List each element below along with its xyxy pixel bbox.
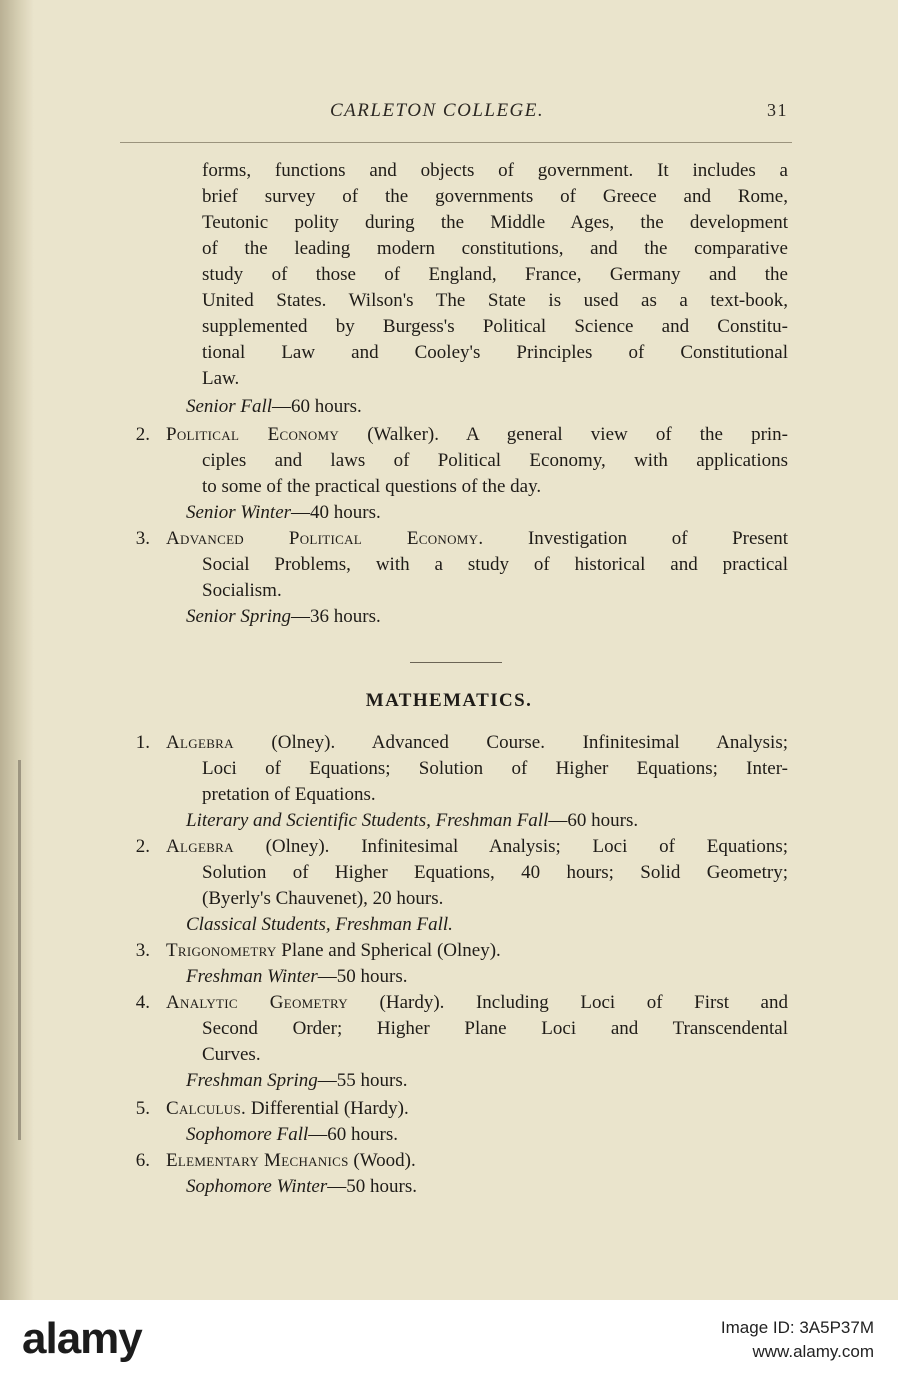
course-hours: Senior Fall—60 hours.	[186, 396, 362, 417]
intro-line: tional Law and Cooley's Principles of Constitutional	[202, 342, 788, 363]
course-line: Socialism.	[202, 580, 282, 601]
intro-line: of the leading modern constitutions, and the comparative	[202, 238, 788, 259]
course-hours: Sophomore Fall—60 hours.	[186, 1124, 398, 1145]
course-entry: Trigonometry Plane and Spherical (Olney).	[166, 940, 501, 961]
page-number: 31	[767, 100, 788, 120]
section-heading: MATHEMATICS.	[365, 690, 533, 711]
course-entry: Calculus. Differential (Hardy).	[166, 1098, 409, 1119]
course-entry: Political Economy (Walker). A general view of the prin-	[166, 424, 789, 445]
header-rule	[120, 142, 792, 143]
watermark-footer	[0, 1300, 898, 1390]
course-entry: Algebra (Olney). Advanced Course. Infinitesimal Analysis;	[166, 732, 788, 753]
intro-line: study of those of England, France, Germany and the	[202, 264, 788, 285]
item-number: 4.	[135, 992, 150, 1013]
course-entry: Algebra (Olney). Infinitesimal Analysis; Loci of Equations;	[166, 836, 788, 857]
course-line: to some of the practical questions of the day.	[202, 476, 542, 497]
binding-edge	[18, 760, 21, 1140]
course-line: Loci of Equations; Solution of Higher Equations; Inter-	[202, 758, 788, 779]
intro-line: United States. Wilson's The State is used as a text-book,	[202, 290, 788, 311]
image-id-label: Image ID: 3A5P37M	[720, 1318, 874, 1337]
course-hours: Literary and Scientific Students, Freshman Fall—60 hours.	[186, 810, 639, 831]
course-line: (Byerly's Chauvenet), 20 hours.	[202, 888, 444, 909]
course-line: Second Order; Higher Plane Loci and Transcendental	[202, 1018, 788, 1039]
item-number: 6.	[135, 1150, 150, 1171]
course-hours: Freshman Spring—55 hours.	[186, 1070, 408, 1091]
site-url: www.alamy.com	[752, 1342, 874, 1361]
course-entry: Advanced Political Economy. Investigation of Present	[166, 528, 788, 549]
running-header	[120, 100, 790, 130]
section-divider	[410, 662, 502, 663]
course-line: ciples and laws of Political Economy, with applications	[202, 450, 788, 471]
item-number: 3.	[135, 528, 150, 549]
course-entry: Elementary Mechanics (Wood).	[166, 1150, 416, 1171]
page-spine-shadow	[0, 0, 34, 1300]
course-hours: Senior Winter—40 hours.	[186, 502, 381, 523]
course-hours: Senior Spring—36 hours.	[186, 606, 381, 627]
item-number: 5.	[135, 1098, 150, 1119]
course-line: pretation of Equations.	[202, 784, 376, 805]
intro-line: Teutonic polity during the Middle Ages, the development	[202, 212, 788, 233]
header-title: CARLETON COLLEGE.	[330, 100, 545, 121]
item-number: 2.	[135, 836, 150, 857]
intro-line: forms, functions and objects of government. It includes a	[202, 160, 788, 181]
intro-line: brief survey of the governments of Greece and Rome,	[202, 186, 788, 207]
course-hours: Sophomore Winter—50 hours.	[186, 1176, 417, 1197]
item-number: 3.	[135, 940, 150, 961]
intro-line: Law.	[202, 368, 240, 389]
alamy-logo: alamy	[22, 1314, 142, 1363]
intro-line: supplemented by Burgess's Political Science and Constitu-	[202, 316, 788, 337]
course-hours: Classical Students, Freshman Fall.	[186, 914, 453, 935]
course-line: Curves.	[202, 1044, 261, 1065]
course-line: Social Problems, with a study of historical and practical	[202, 554, 788, 575]
course-line: Solution of Higher Equations, 40 hours; Solid Geometry;	[202, 862, 788, 883]
item-number: 1.	[135, 732, 150, 753]
item-number: 2.	[135, 424, 150, 445]
course-entry: Analytic Geometry (Hardy). Including Loci of First and	[166, 992, 788, 1013]
course-hours: Freshman Winter—50 hours.	[186, 966, 408, 987]
